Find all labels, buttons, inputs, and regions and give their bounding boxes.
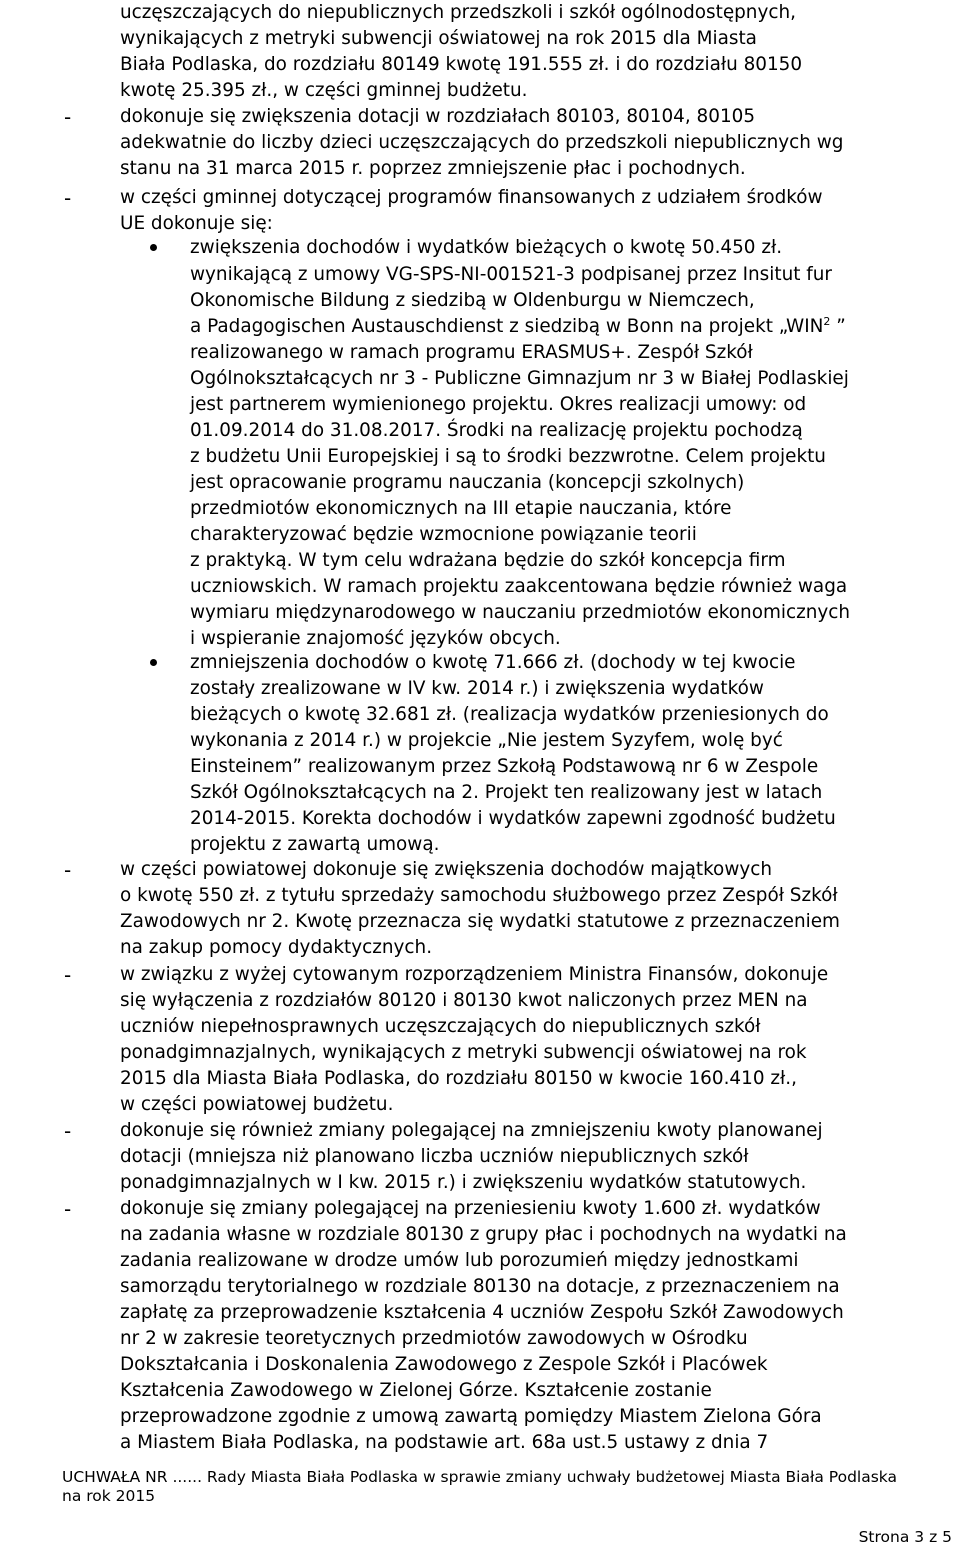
text-line: Biała Podlaska, do rozdziału 80149 kwotę 191.555 zł. i do rozdziału 80150 — [120, 54, 803, 75]
text-line: 2015 dla Miasta Biała Podlaska, do rozdziału 80150 w kwocie 160.410 zł., — [120, 1068, 797, 1089]
text-line: kwotę 25.395 zł., w części gminnej budżetu. — [120, 80, 528, 101]
text-line: Okonomische Bildung z siedzibą w Oldenburgu w Niemczech, — [190, 290, 755, 311]
text-line: dotacji (mniejsza niż planowano liczba uczniów niepublicznych szkół — [120, 1146, 749, 1167]
dash-marker: - — [64, 858, 72, 882]
text-line: przeprowadzone zgodnie z umową zawartą pomiędzy Miastem Zielona Góra — [120, 1406, 822, 1427]
text-line: z praktyką. W tym celu wdrażana będzie do szkół koncepcja firm — [190, 550, 786, 571]
text-line: Dokształcania i Doskonalenia Zawodowego z Zespole Szkół i Placówek — [120, 1354, 768, 1375]
footer-title: UCHWAŁA NR ...... Rady Miasta Biała Podlaska w sprawie zmiany uchwały budżetowej Miasta Biała Podlaska — [62, 1468, 897, 1486]
text-line: przedmiotów ekonomicznych na III etapie nauczania, które — [190, 498, 732, 519]
text-line: zostały zrealizowane w IV kw. 2014 r.) i zwiększenia wydatków — [190, 678, 764, 699]
bullet-icon — [150, 244, 157, 251]
text-line: w części powiatowej budżetu. — [120, 1094, 394, 1115]
text-line: Zawodowych nr 2. Kwotę przeznacza się wydatki statutowe z przeznaczeniem — [120, 911, 840, 932]
bullet-icon — [150, 659, 157, 666]
text-line: na zadania własne w rozdziale 80130 z grupy płac i pochodnych na wydatki na — [120, 1224, 847, 1245]
text-line: uczniowskich. W ramach projektu zaakcentowana będzie również waga — [190, 576, 848, 597]
dash-marker: - — [64, 186, 72, 210]
text-line: w części powiatowej dokonuje się zwiększenia dochodów majątkowych — [120, 859, 773, 880]
text-line: z budżetu Unii Europejskiej i są to środki bezzwrotne. Celem projektu — [190, 446, 826, 467]
text-line: w części gminnej dotyczącej programów finansowanych z udziałem środków — [120, 187, 823, 208]
text-line: się wyłączenia z rozdziałów 80120 i 80130 kwot naliczonych przez MEN na — [120, 990, 808, 1011]
text-line: wymiaru międzynarodowego w nauczaniu przedmiotów ekonomicznych — [190, 602, 851, 623]
text-line: zwiększenia dochodów i wydatków bieżących o kwotę 50.450 zł. — [190, 237, 783, 258]
text-line: o kwotę 550 zł. z tytułu sprzedaży samochodu służbowego przez Zespół Szkół — [120, 885, 838, 906]
superscript: 2 — [823, 314, 831, 328]
text-line: Ogólnokształcących nr 3 - Publiczne Gimnazjum nr 3 w Białej Podlaskiej — [190, 368, 849, 389]
text-line: Kształcenia Zawodowego w Zielonej Górze. Kształcenie zostanie — [120, 1380, 712, 1401]
text-line: w związku z wyżej cytowanym rozporządzeniem Ministra Finansów, dokonuje — [120, 964, 829, 985]
text-line: jest partnerem wymienionego projektu. Okres realizacji umowy: od — [190, 394, 807, 415]
text-span: a Padagogischen Austauschdienst z siedzibą w Bonn na projekt „WIN — [190, 316, 824, 337]
text-line: ponadgimnazjalnych w I kw. 2015 r.) i zwiększeniu wydatków statutowych. — [120, 1172, 807, 1193]
text-line: adekwatnie do liczby dzieci uczęszczających do przedszkoli niepublicznych wg — [120, 132, 844, 153]
closing-quote: ” — [836, 316, 846, 337]
page-number: Strona 3 z 5 — [858, 1528, 952, 1546]
dash-marker: - — [64, 963, 72, 987]
text-line: zapłatę za przeprowadzenie kształcenia 4 uczniów Zespołu Szkół Zawodowych — [120, 1302, 844, 1323]
text-line: realizowanego w ramach programu ERASMUS+. Zespół Szkół — [190, 342, 753, 363]
text-line: jest opracowanie programu nauczania (koncepcji szkolnych) — [190, 472, 745, 493]
text-line: wynikających z metryki subwencji oświatowej na rok 2015 dla Miasta — [120, 28, 757, 49]
text-line: na zakup pomocy dydaktycznych. — [120, 937, 433, 958]
text-line: zmniejszenia dochodów o kwotę 71.666 zł. (dochody w tej kwocie — [190, 652, 796, 673]
text-line: projektu z zawartą umową. — [190, 834, 440, 855]
text-line: a Miastem Biała Podlaska, na podstawie art. 68a ust.5 ustawy z dnia 7 — [120, 1432, 769, 1453]
text-line: uczniów niepełnosprawnych uczęszczających do niepublicznych szkół — [120, 1016, 761, 1037]
text-line: samorządu terytorialnego w rozdziale 80130 na dotacje, z przeznaczeniem na — [120, 1276, 840, 1297]
text-line: uczęszczających do niepublicznych przedszkoli i szkół ogólnodostępnych, — [120, 2, 796, 23]
dash-marker: - — [64, 1119, 72, 1143]
text-line: dokonuje się również zmiany polegającej na zmniejszeniu kwoty planowanej — [120, 1120, 823, 1141]
text-line: nr 2 w zakresie teoretycznych przedmiotów zawodowych w Ośrodku — [120, 1328, 748, 1349]
text-line: wykonania z 2014 r.) w projekcie „Nie jestem Syzyfem, wolę być — [190, 730, 783, 751]
dash-marker: - — [64, 105, 72, 129]
text-line: bieżących o kwotę 32.681 zł. (realizacja wydatków przeniesionych do — [190, 704, 829, 725]
text-line: dokonuje się zmiany polegającej na przeniesieniu kwoty 1.600 zł. wydatków — [120, 1198, 821, 1219]
text-line — [190, 314, 846, 340]
dash-marker: - — [64, 1197, 72, 1221]
text-line: charakteryzować będzie wzmocnione powiązanie teorii — [190, 524, 697, 545]
text-line: 2014-2015. Korekta dochodów i wydatków zapewni zgodność budżetu — [190, 808, 836, 829]
text-line: dokonuje się zwiększenia dotacji w rozdziałach 80103, 80104, 80105 — [120, 106, 756, 127]
text-line: wynikającą z umowy VG-SPS-NI-001521-3 podpisanej przez Insitut fur — [190, 264, 832, 285]
footer-subtitle: na rok 2015 — [62, 1487, 156, 1505]
text-line: 01.09.2014 do 31.08.2017. Środki na realizację projektu pochodzą — [190, 420, 803, 441]
text-line: Einsteinem” realizowanym przez Szkołą Podstawową nr 6 w Zespole — [190, 756, 819, 777]
text-line: zadania realizowane w drodze umów lub porozumień między jednostkami — [120, 1250, 799, 1271]
text-line: Szkół Ogólnokształcących na 2. Projekt ten realizowany jest w latach — [190, 782, 823, 803]
text-line: ponadgimnazjalnych, wynikających z metryki subwencji oświatowej na rok — [120, 1042, 807, 1063]
text-line: i wspieranie znajomość języków obcych. — [190, 628, 561, 649]
text-line: UE dokonuje się: — [120, 213, 273, 234]
text-line: stanu na 31 marca 2015 r. poprzez zmniejszenie płac i pochodnych. — [120, 158, 746, 179]
